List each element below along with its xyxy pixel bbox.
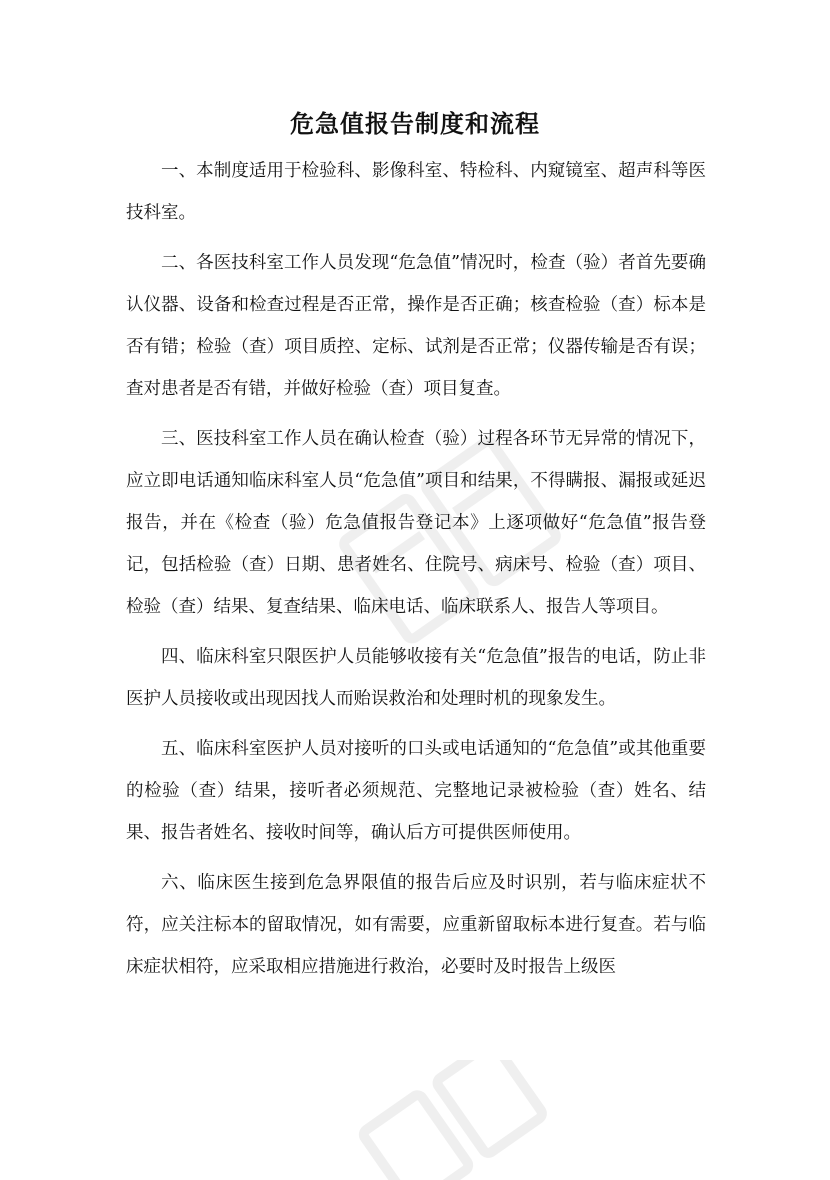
paragraph-5: 五、临床科室医护人员对接听的口头或电话通知的“危急值”或其他重要的检验（查）结果，接听者必须规范、完整地记录被检验（查）姓名、结果、报告者姓名、接收时间等，确认后方可提供医师使用。 [126,739,706,843]
paragraph-2: 二、各医技科室工作人员发现“危急值”情况时，检查（验）者首先要确认仪器、设备和检查过程是否正常，操作是否正确；核查检验（查）标本是否有错；检验（查）项目质控、定标、试剂是否正常；仪器传输是否有误；查对患者是否有错，并做好检验（查）项目复查。 [126,253,706,399]
paragraph-6: 六、临床医生接到危急界限值的报告后应及时识别，若与临床症状不符，应关注标本的留取情况，如有需要，应重新留取标本进行复查。若与临床症状相符，应采取相应措施进行救治，必要时及时报告上级医 [126,873,706,977]
paragraph-1: 一、本制度适用于检验科、影像科室、特检科、内窥镜室、超声科等医技科室。 [126,161,706,223]
paragraph-4: 四、临床科室只限医护人员能够收接有关“危急值”报告的电话，防止非医护人员接收或出现因找人而贻误救治和处理时机的现象发生。 [126,647,706,709]
document-title: 危急值报告制度和流程 [290,109,540,138]
document-body [126,150,706,996]
watermark-bottom-icon [330,1060,570,1180]
paragraph-3: 三、医技科室工作人员在确认检查（验）过程各环节无异常的情况下，应立即电话通知临床科室人员“危急值”项目和结果，不得瞒报、漏报或延迟报告，并在《检查（验）危急值报告登记本》上逐项做好“危急值”报告登记，包括检验（查）日期、患者姓名、住院号、病床号、检验（查）项目、检验（查）结果、复查结果、临床电话、临床联系人、报告人等项目。 [126,429,706,617]
